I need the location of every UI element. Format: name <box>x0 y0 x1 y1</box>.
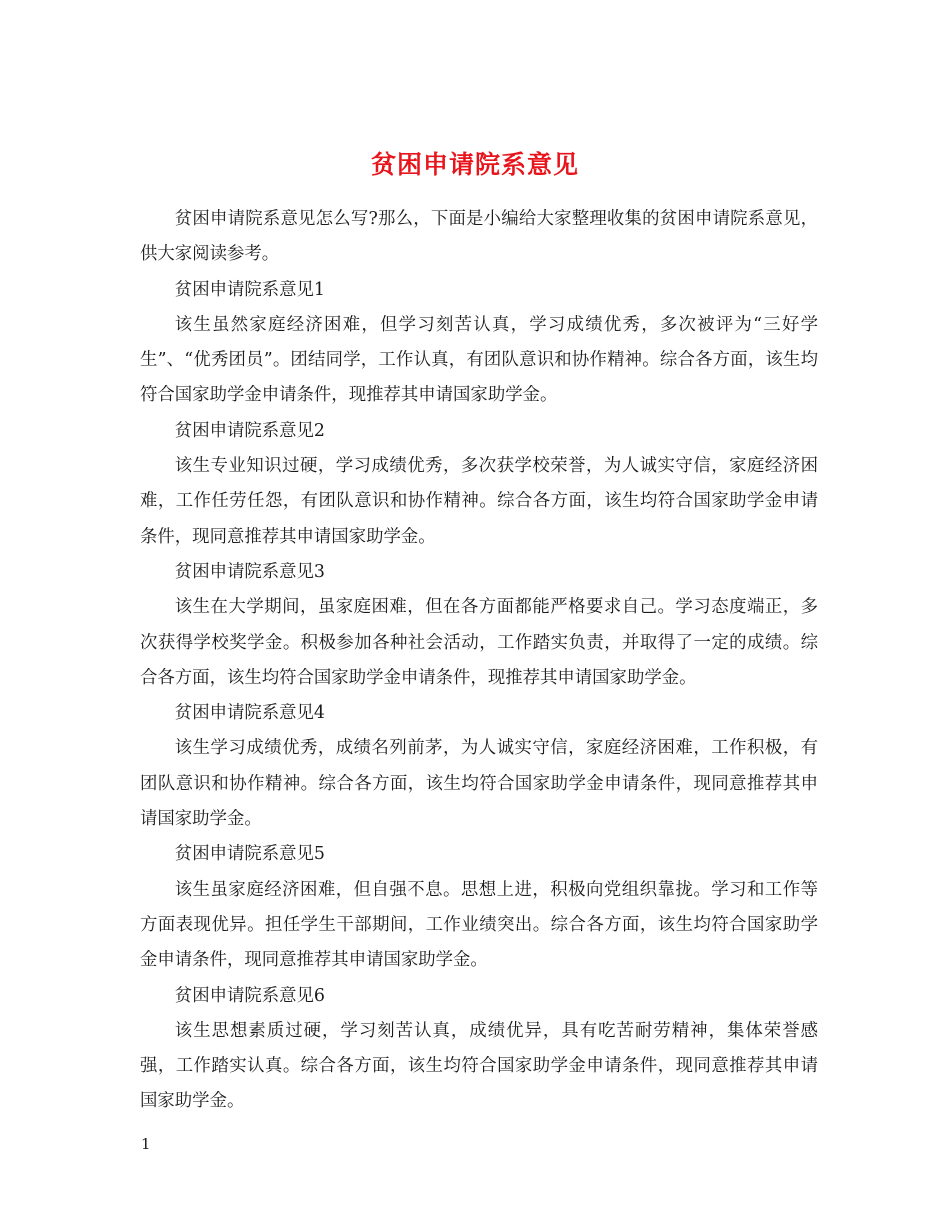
opinion-text-5: 该生虽家庭经济困难，但自强不息。思想上进，积极向党组织靠拢。学习和工作等方面表现优异。担任学生干部期间，工作业绩突出。综合各方面，该生均符合国家助学金申请条件，现同意推荐其申请国家助学金。 <box>140 879 818 971</box>
document-body <box>140 202 818 1120</box>
opinion-text-3: 该生在大学期间，虽家庭困难，但在各方面都能严格要求自己。学习态度端正，多次获得学校奖学金。积极参加各种社会活动，工作踏实负责，并取得了一定的成绩。综合各方面，该生均符合国家助学金申请条件，现推荐其申请国家助学金。 <box>140 597 818 688</box>
opinion-heading-4: 贫困申请院系意见4 <box>174 703 325 724</box>
opinion-heading-6: 贫困申请院系意见6 <box>174 985 325 1006</box>
intro-paragraph: 贫困申请院系意见怎么写?那么，下面是小编给大家整理收集的贫困申请院系意见，供大家阅读参考。 <box>140 209 818 265</box>
opinion-heading-3: 贫困申请院系意见3 <box>174 561 325 582</box>
opinion-text-2: 该生专业知识过硬，学习成绩优秀，多次获学校荣誉，为人诚实守信，家庭经济困难，工作任劳任怨，有团队意识和协作精神。综合各方面，该生均符合国家助学金申请条件，现同意推荐其申请国家助学金。 <box>140 456 818 547</box>
opinion-heading-1: 贫困申请院系意见1 <box>174 279 325 300</box>
opinion-text-1: 该生虽然家庭经济困难，但学习刻苦认真，学习成绩优秀，多次被评为“三好学生”、“优秀团员”。团结同学，工作认真，有团队意识和协作精神。综合各方面，该生均符合国家助学金申请条件，现推荐其申请国家助学金。 <box>140 314 818 406</box>
page-number: 1 <box>141 1135 151 1153</box>
opinion-text-4: 该生学习成绩优秀，成绩名列前茅，为人诚实守信，家庭经济困难，工作积极，有团队意识和协作精神。综合各方面，该生均符合国家助学金申请条件，现同意推荐其申请国家助学金。 <box>140 738 818 830</box>
opinion-heading-5: 贫困申请院系意见5 <box>174 844 325 865</box>
document-title: 贫困申请院系意见 <box>370 149 579 179</box>
opinion-heading-2: 贫困申请院系意见2 <box>174 420 325 441</box>
opinion-text-6: 该生思想素质过硬，学习刻苦认真，成绩优异，具有吃苦耐劳精神，集体荣誉感强，工作踏实认真。综合各方面，该生均符合国家助学金申请条件，现同意推荐其申请国家助学金。 <box>140 1020 818 1112</box>
